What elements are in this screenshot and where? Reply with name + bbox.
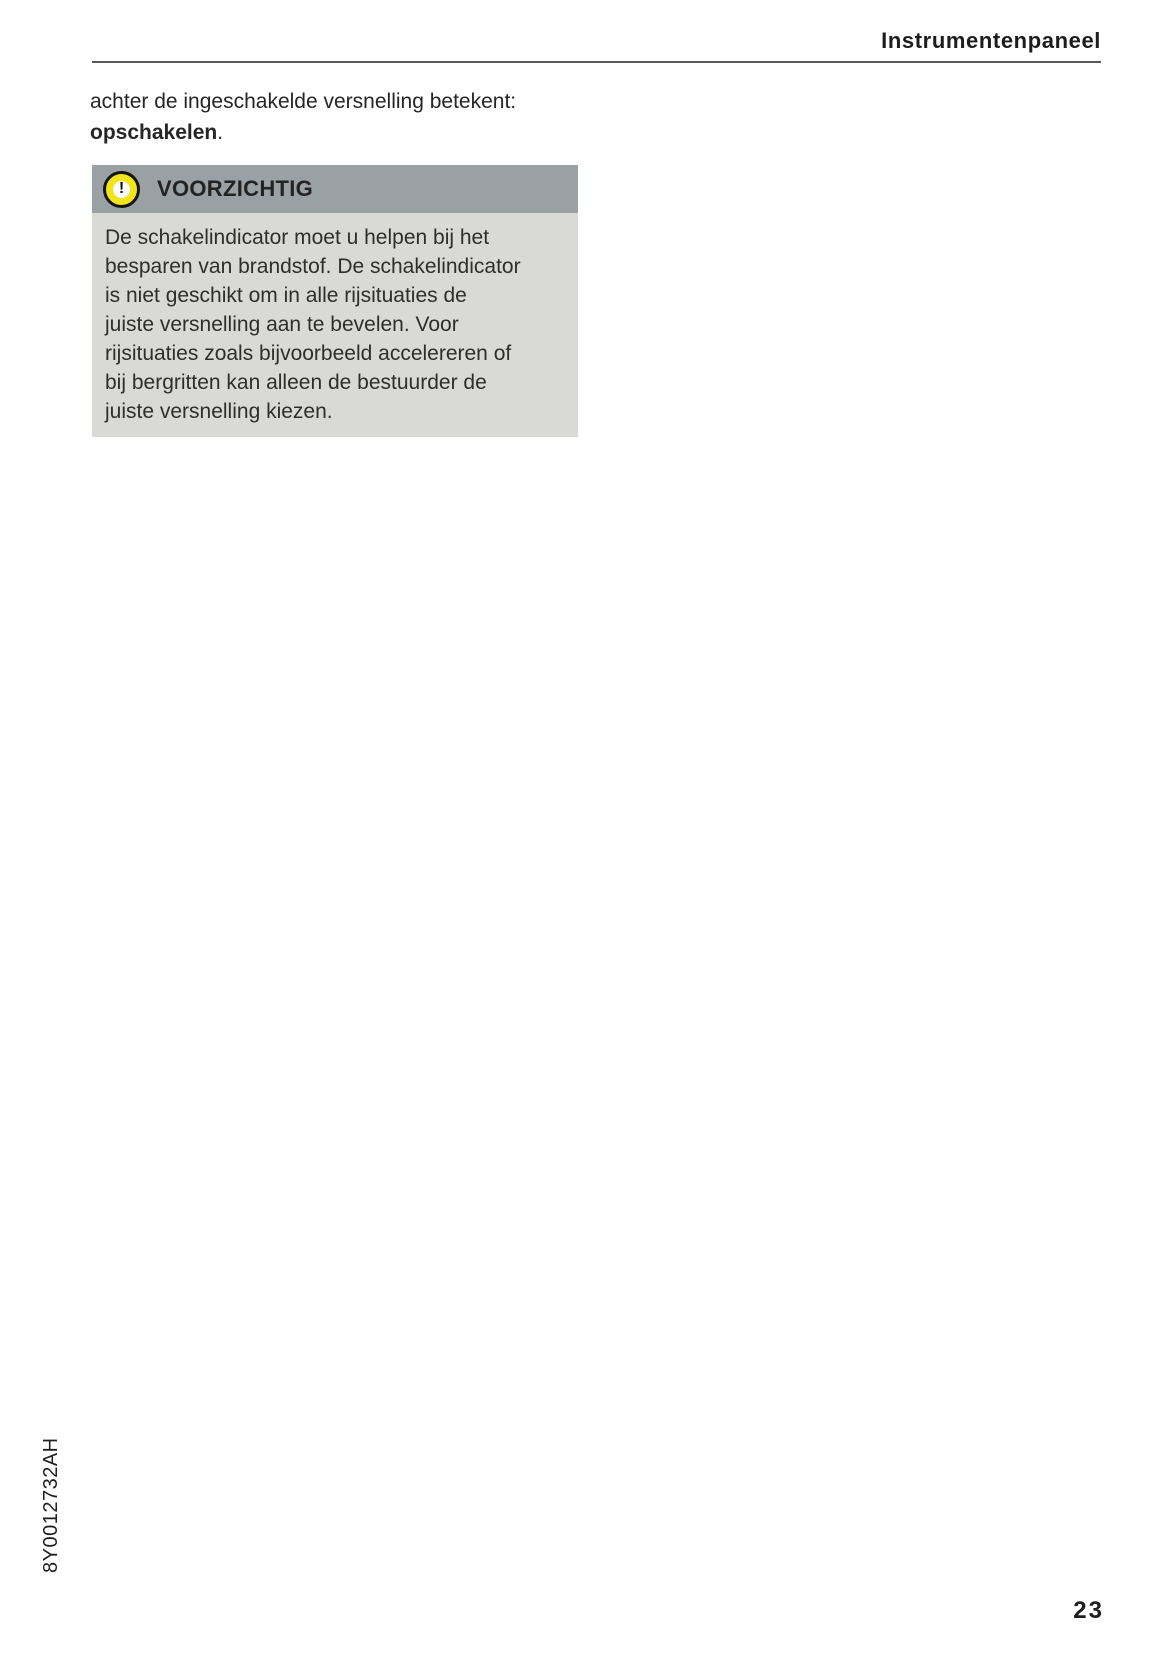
page-number: 23 bbox=[1073, 1597, 1104, 1624]
caution-header bbox=[92, 165, 578, 213]
caution-body-line: juiste versnelling kiezen. bbox=[105, 400, 333, 423]
caution-body-line: bij bergritten kan alleen de bestuurder de bbox=[105, 371, 487, 394]
caution-body-line: rijsituaties zoals bijvoorbeeld accelereren of bbox=[105, 342, 512, 365]
alert-exclamation-glyph: ! bbox=[113, 181, 130, 198]
caution-body-line: De schakelindicator moet u helpen bij het bbox=[105, 226, 490, 249]
header-divider-rule bbox=[92, 61, 1101, 63]
intro-suffix: . bbox=[217, 121, 224, 144]
caution-body-line: is niet geschikt om in alle rijsituaties de bbox=[105, 284, 467, 307]
caution-title: VOORZICHTIG bbox=[157, 176, 314, 201]
caution-body bbox=[92, 213, 578, 437]
page-header-title: Instrumentenpaneel bbox=[881, 28, 1101, 53]
intro-line-1: achter de ingeschakelde versnelling betekent: bbox=[90, 90, 517, 113]
intro-bold-word: opschakelen bbox=[90, 121, 218, 144]
intro-line-2 bbox=[90, 117, 516, 148]
caution-body-line: juiste versnelling aan te bevelen. Voor bbox=[105, 313, 459, 336]
caution-box bbox=[92, 165, 578, 437]
alert-exclamation-icon bbox=[103, 171, 140, 208]
spine-document-code: 8Y0012732AH bbox=[40, 1437, 62, 1573]
caution-body-line: besparen van brandstof. De schakelindicator bbox=[105, 255, 521, 278]
intro-paragraph bbox=[90, 86, 516, 148]
